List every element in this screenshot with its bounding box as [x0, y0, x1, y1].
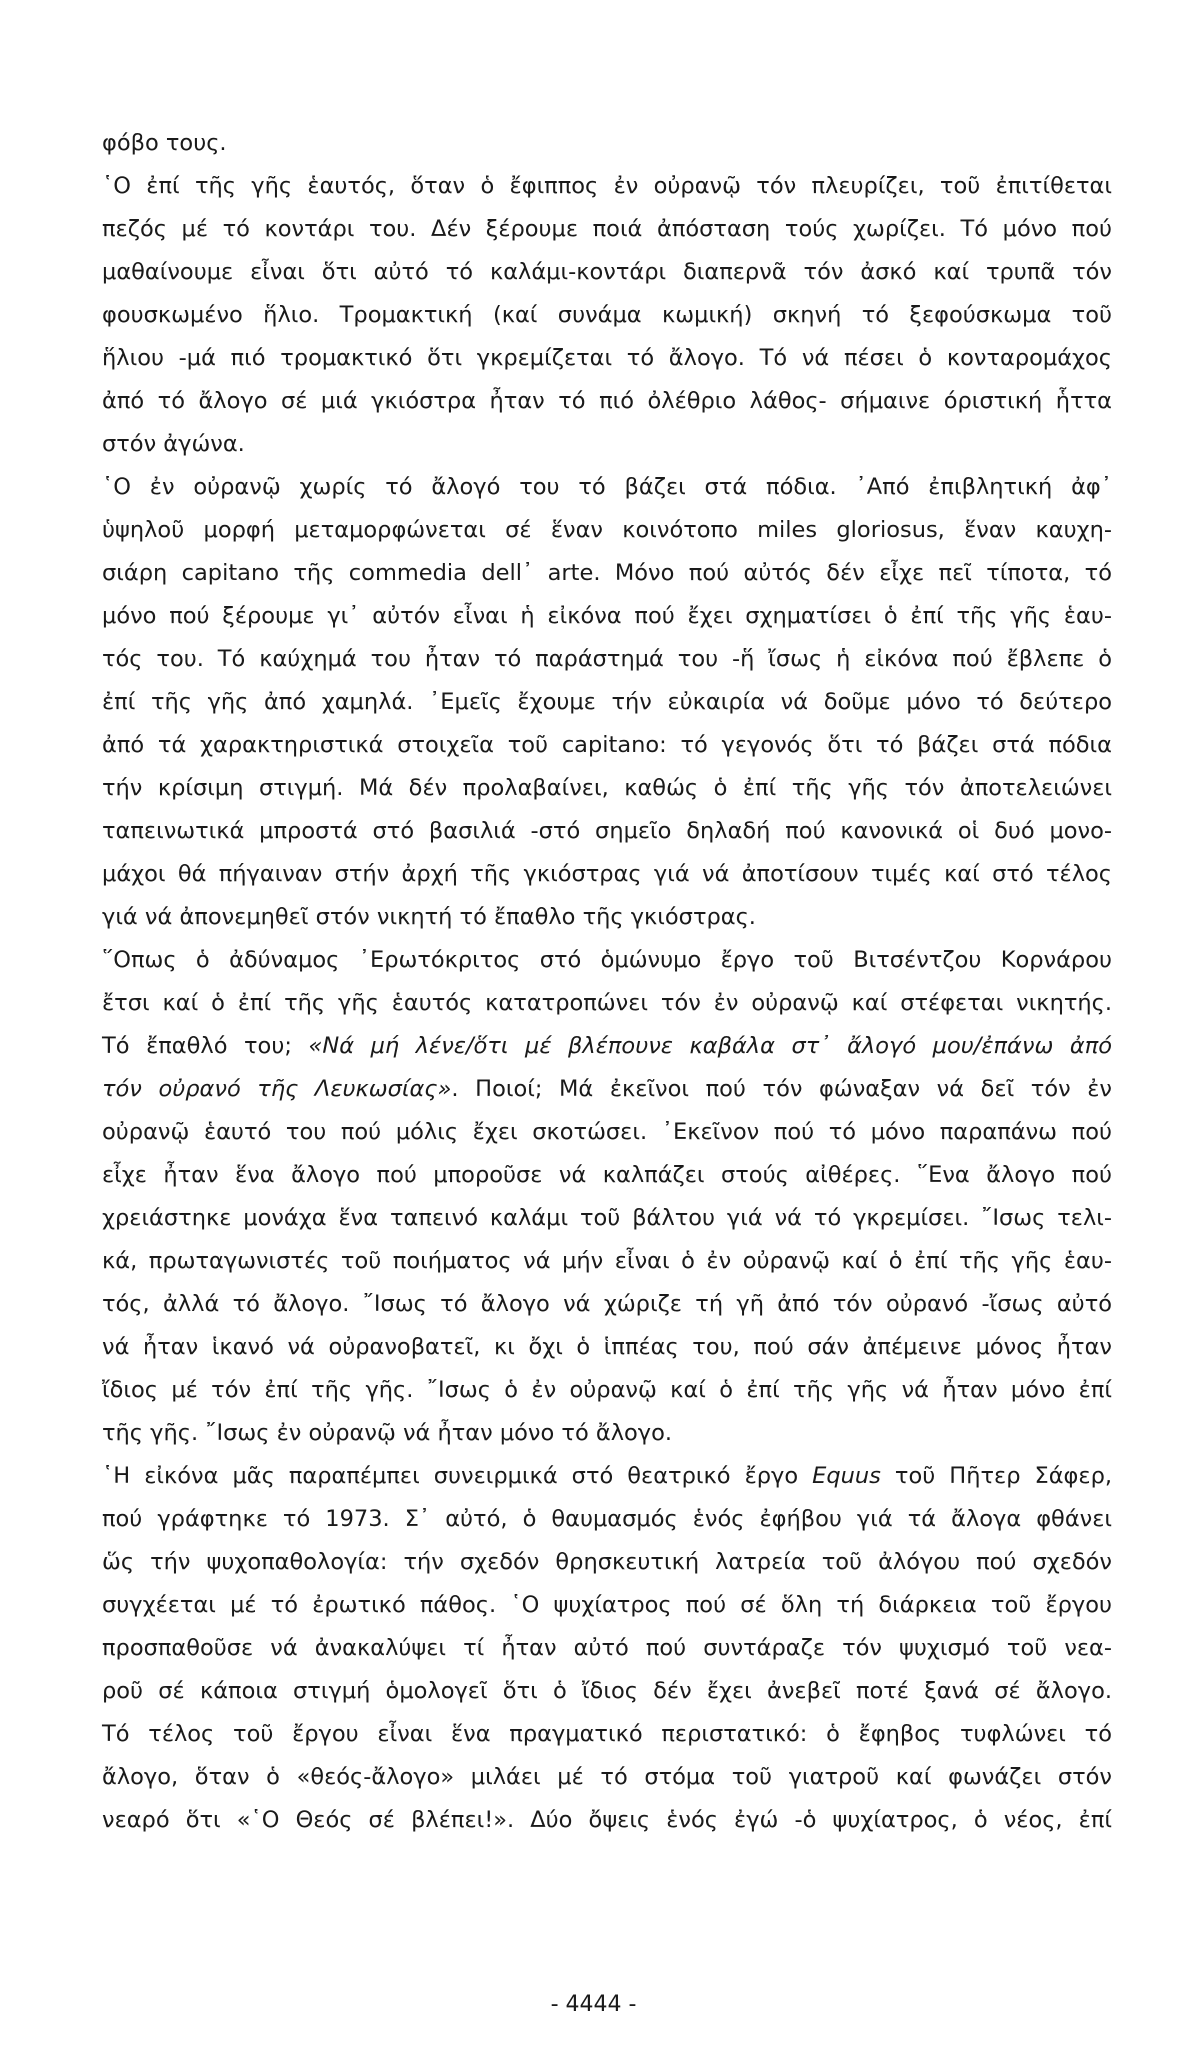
italic-text-segment: Equus: [812, 1463, 881, 1489]
italic-text-segment: τόν οὐρανό τῆς Λευκωσίας»: [102, 1076, 452, 1102]
text-line: ἐπί τῆς γῆς ἀπό χαμηλά. ᾿Εμεῖς ἔχουμε τήν εὐκαιρία νά δοῦμε μόνο τό δεύτερο: [102, 689, 1112, 715]
text-line: [102, 1025, 1112, 1068]
text-line: εἶχε ἦταν ἕνα ἄλογο πού μποροῦσε νά καλπάζει στούς αἰθέρες. ῞Ενα ἄλογο πού: [102, 1162, 1112, 1188]
text-line: φόβο τους.: [102, 130, 227, 156]
text-line: πεζός μέ τό κοντάρι του. Δέν ξέρουμε ποιά ἀπόσταση τούς χωρίζει. Τό μόνο πού: [102, 216, 1112, 242]
text-segment: τοῦ Πῆτερ Σάφερ,: [880, 1463, 1112, 1489]
text-segment: Τό ἔπαθλό του;: [102, 1033, 309, 1059]
italic-text-segment: «Νά μή λένε/ὅτι μέ βλέπουνε καβάλα στ᾿ ἄλογό μου/ἐπάνω ἀπό: [308, 1033, 1113, 1059]
text-line: [102, 1068, 1112, 1111]
text-line: τός, ἀλλά τό ἄλογο. ῎Ισως τό ἄλογο νά χώριζε τή γῆ ἀπό τόν οὐρανό -ἴσως αὐτό: [102, 1291, 1112, 1317]
page-body: [102, 122, 1112, 1842]
text-line: ῞Οπως ὁ ἀδύναμος ᾿Ερωτόκριτος στό ὁμώνυμο ἔργο τοῦ Βιτσέντζου Κορνάρου: [102, 947, 1112, 973]
text-line: ὥς τήν ψυχοπαθολογία: τήν σχεδόν θρησκευτική λατρεία τοῦ ἀλόγου πού σχεδόν: [102, 1549, 1112, 1575]
text-line: προσπαθοῦσε νά ἀνακαλύψει τί ἦταν αὐτό πού συντάραζε τόν ψυχισμό τοῦ νεα-: [102, 1635, 1112, 1661]
text-line: μόνο πού ξέρουμε γι᾿ αὐτόν εἶναι ἡ εἰκόνα πού ἔχει σχηματίσει ὁ ἐπί τῆς γῆς ἑαυ-: [102, 603, 1112, 629]
text-line: τῆς γῆς. ῎Ισως ἐν οὐρανῷ νά ἦταν μόνο τό ἄλογο.: [102, 1420, 673, 1446]
text-line: Τό τέλος τοῦ ἔργου εἶναι ἕνα πραγματικό περιστατικό: ὁ ἔφηβος τυφλώνει τό: [102, 1721, 1112, 1747]
text-line: φουσκωμένο ἥλιο. Τρομακτική (καί συνάμα κωμική) σκηνή τό ξεφούσκωμα τοῦ: [102, 302, 1112, 328]
text-line: ῾Ο ἐπί τῆς γῆς ἑαυτός, ὅταν ὁ ἔφιππος ἐν οὐρανῷ τόν πλευρίζει, τοῦ ἐπιτίθεται: [102, 173, 1112, 199]
text-line: [102, 1455, 1112, 1498]
text-line: γιά νά ἀπονεμηθεῖ στόν νικητή τό ἔπαθλο τῆς γκιόστρας.: [102, 904, 756, 930]
text-line: ἥλιου -μά πιό τρομακτικό ὅτι γκρεμίζεται τό ἄλογο. Τό νά πέσει ὁ κονταρομάχος: [102, 345, 1112, 371]
page-number: - 4444 -: [550, 1992, 637, 2017]
text-line: ὑψηλοῦ μορφή μεταμορφώνεται σέ ἕναν κοινότοπο miles gloriosus, ἕναν καυχη-: [102, 517, 1112, 543]
text-line: τήν κρίσιμη στιγμή. Μά δέν προλαβαίνει, καθώς ὁ ἐπί τῆς γῆς τόν ἀποτελειώνει: [102, 775, 1112, 801]
text-line: κά, πρωταγωνιστές τοῦ ποιήματος νά μήν εἶναι ὁ ἐν οὐρανῷ καί ὁ ἐπί τῆς γῆς ἑαυ-: [102, 1248, 1112, 1274]
text-line: τός του. Τό καύχημά του ἦταν τό παράστημά του -ἥ ἴσως ἡ εἰκόνα πού ἔβλεπε ὁ: [102, 646, 1112, 672]
text-line: μαθαίνουμε εἶναι ὅτι αὐτό τό καλάμι-κοντάρι διαπερνᾶ τόν ἀσκό καί τρυπᾶ τόν: [102, 259, 1112, 285]
text-line: ταπεινωτικά μπροστά στό βασιλιά -στό σημεῖο δηλαδή πού κανονικά οἱ δυό μονο-: [102, 818, 1112, 844]
text-line: ἀπό τό ἄλογο σέ μιά γκιόστρα ἦταν τό πιό ὀλέθριο λάθος- σήμαινε όριστική ἧττα: [102, 388, 1112, 414]
text-line: ροῦ σέ κάποια στιγμή ὁμολογεῖ ὅτι ὁ ἴδιος δέν ἔχει ἀνεβεῖ ποτέ ξανά σέ ἄλογο.: [102, 1678, 1112, 1704]
text-line: σιάρη capitano τῆς commedia dell᾿ arte. Μόνο πού αὐτός δέν εἶχε πεῖ τίποτα, τό: [102, 560, 1112, 586]
text-line: πού γράφτηκε τό 1973. Σ᾿ αὐτό, ὁ θαυμασμός ἑνός ἐφήβου γιά τά ἄλογα φθάνει: [102, 1506, 1112, 1532]
text-segment: . Ποιοί; Μά ἐκεῖνοι πού τόν φώναξαν νά δεῖ τόν ἐν: [451, 1076, 1112, 1102]
text-line: χρειάστηκε μονάχα ἕνα ταπεινό καλάμι τοῦ βάλτου γιά νά τό γκρεμίσει. ῎Ισως τελι-: [102, 1205, 1112, 1231]
text-line: ἀπό τά χαρακτηριστικά στοιχεῖα τοῦ capitano: τό γεγονός ὅτι τό βάζει στά πόδια: [102, 732, 1112, 758]
text-line: ῾Ο ἐν οὐρανῷ χωρίς τό ἄλογό του τό βάζει στά πόδια. ᾿Από ἐπιβλητική ἀφ᾿: [102, 474, 1112, 500]
text-line: ἴδιος μέ τόν ἐπί τῆς γῆς. ῎Ισως ὁ ἐν οὐρανῷ καί ὁ ἐπί τῆς γῆς νά ἦταν μόνο ἐπί: [102, 1377, 1112, 1403]
text-line: νά ἦταν ἱκανό νά οὐρανοβατεῖ, κι ὄχι ὁ ἱππέας του, πού σάν ἀπέμεινε μόνος ἦταν: [102, 1334, 1112, 1360]
text-line: στόν ἀγώνα.: [102, 431, 245, 457]
text-line: νεαρό ὅτι «῾Ο Θεός σέ βλέπει!». Δύο ὄψεις ἑνός ἐγώ -ὁ ψυχίατρος, ὁ νέος, ἐπί: [102, 1807, 1112, 1833]
text-line: ἔτσι καί ὁ ἐπί τῆς γῆς ἑαυτός κατατροπώνει τόν ἐν οὐρανῷ καί στέφεται νικητής.: [102, 990, 1112, 1016]
text-line: μάχοι θά πήγαιναν στήν ἀρχή τῆς γκιόστρας γιά νά ἀποτίσουν τιμές καί στό τέλος: [102, 861, 1112, 887]
text-line: οὐρανῷ ἑαυτό του πού μόλις ἔχει σκοτώσει. ᾿Εκεῖνον πού τό μόνο παραπάνω πού: [102, 1119, 1112, 1145]
text-line: συγχέεται μέ τό ἐρωτικό πάθος. ῾Ο ψυχίατρος πού σέ ὅλη τή διάρκεια τοῦ ἔργου: [102, 1592, 1112, 1618]
text-segment: ῾Η εἰκόνα μᾶς παραπέμπει συνειρμικά στό θεατρικό ἔργο: [102, 1463, 813, 1489]
text-line: ἄλογο, ὅταν ὁ «θεός-ἄλογο» μιλάει μέ τό στόμα τοῦ γιατροῦ καί φωνάζει στόν: [102, 1764, 1112, 1790]
